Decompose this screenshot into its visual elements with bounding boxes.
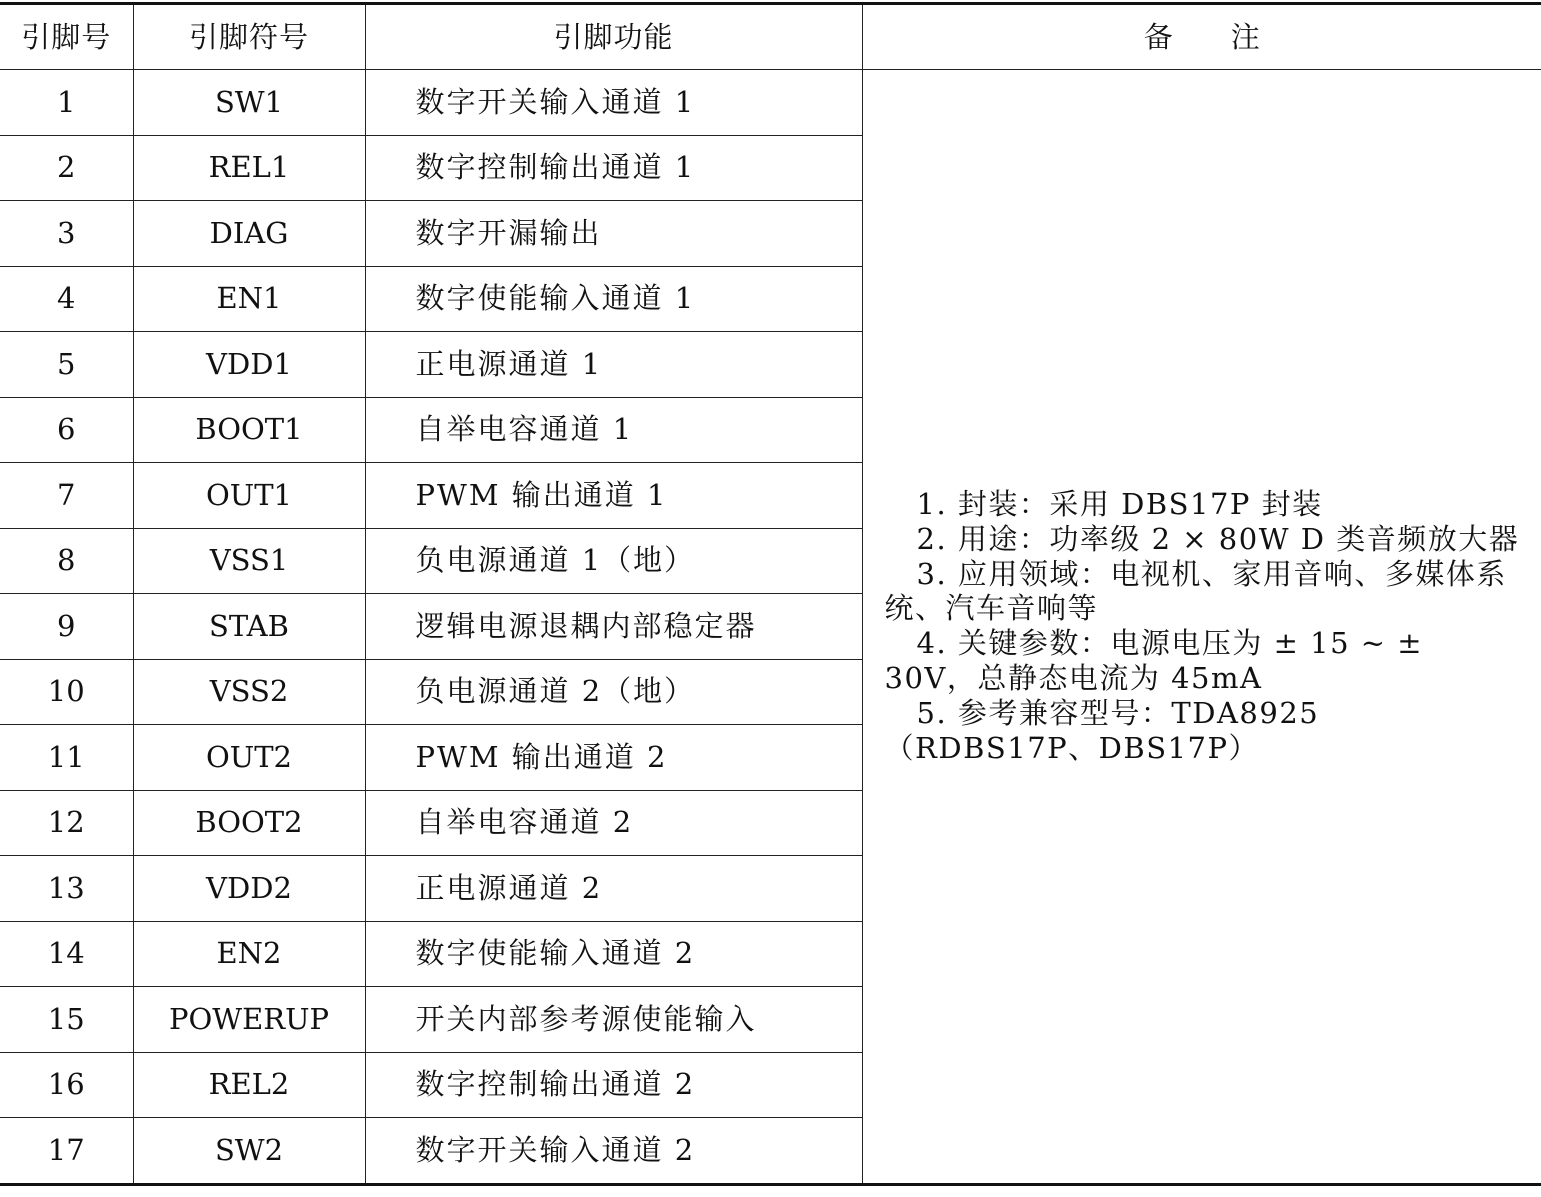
pin-function-cell: 自举电容通道 2 <box>365 790 862 856</box>
pin-function-cell: PWM 输出通道 2 <box>365 725 862 791</box>
header-remarks <box>862 4 1541 70</box>
pin-symbol-cell: BOOT2 <box>133 790 365 856</box>
pin-number-cell: 2 <box>0 135 133 201</box>
pin-symbol-cell: VSS2 <box>133 659 365 725</box>
pin-number-cell: 9 <box>0 594 133 660</box>
pin-function-cell: 数字使能输入通道 1 <box>365 266 862 332</box>
pin-function-cell: 负电源通道 2（地） <box>365 659 862 725</box>
pin-function-cell: 数字使能输入通道 2 <box>365 921 862 987</box>
pin-symbol-cell: EN2 <box>133 921 365 987</box>
pin-function-cell: 开关内部参考源使能输入 <box>365 987 862 1053</box>
pin-function-cell: 逻辑电源退耦内部稳定器 <box>365 594 862 660</box>
remark-item: 5. 参考兼容型号：TDA8925（RDBS17P、DBS17P） <box>884 695 1320 765</box>
pin-symbol-cell: VDD2 <box>133 856 365 922</box>
pin-symbol-cell: STAB <box>133 594 365 660</box>
pin-number-cell: 6 <box>0 397 133 463</box>
pin-number-cell: 1 <box>0 70 133 136</box>
pin-symbol-cell: REL2 <box>133 1052 365 1118</box>
header-remarks-label: 备注 <box>1143 19 1318 54</box>
pin-function-table <box>0 2 1541 1186</box>
pin-number-cell: 11 <box>0 725 133 791</box>
pin-number-cell: 16 <box>0 1052 133 1118</box>
pin-symbol-cell: BOOT1 <box>133 397 365 463</box>
table-row <box>0 70 1541 136</box>
table-body <box>0 70 1541 1185</box>
header-pin-no: 引脚号 <box>0 4 133 70</box>
remarks-cell <box>862 70 1541 1185</box>
pin-number-cell: 17 <box>0 1118 133 1185</box>
pin-function-cell: 自举电容通道 1 <box>365 397 862 463</box>
remark-item: 4. 关键参数：电源电压为 ± 15 ~ ± 30V，总静态电流为 45mA <box>884 626 1424 696</box>
pin-number-cell: 14 <box>0 921 133 987</box>
pin-number-cell: 15 <box>0 987 133 1053</box>
pin-symbol-cell: DIAG <box>133 201 365 267</box>
header-row <box>0 4 1541 70</box>
pin-function-cell: 数字开关输入通道 1 <box>365 70 862 136</box>
pin-function-cell: 数字开关输入通道 2 <box>365 1118 862 1185</box>
pin-function-cell: 正电源通道 1 <box>365 332 862 398</box>
pin-symbol-cell: SW2 <box>133 1118 365 1185</box>
pin-function-cell: 负电源通道 1（地） <box>365 528 862 594</box>
pin-symbol-cell: VSS1 <box>133 528 365 594</box>
pin-symbol-cell: POWERUP <box>133 987 365 1053</box>
header-pin-function: 引脚功能 <box>365 4 862 70</box>
pin-symbol-cell: EN1 <box>133 266 365 332</box>
pin-function-cell: 数字控制输出通道 1 <box>365 135 862 201</box>
pin-number-cell: 4 <box>0 266 133 332</box>
table-header <box>0 4 1541 70</box>
pin-number-cell: 5 <box>0 332 133 398</box>
header-pin-symbol: 引脚符号 <box>133 4 365 70</box>
remark-item: 2. 用途：功率级 2 × 80W D 类音频放大器 <box>916 521 1520 556</box>
pin-symbol-cell: OUT1 <box>133 463 365 529</box>
pin-function-cell: 数字控制输出通道 2 <box>365 1052 862 1118</box>
pin-symbol-cell: REL1 <box>133 135 365 201</box>
pin-number-cell: 8 <box>0 528 133 594</box>
pin-function-cell: 数字开漏输出 <box>365 201 862 267</box>
pin-number-cell: 12 <box>0 790 133 856</box>
pin-number-cell: 7 <box>0 463 133 529</box>
pin-number-cell: 10 <box>0 659 133 725</box>
pin-function-cell: 正电源通道 2 <box>365 856 862 922</box>
pin-symbol-cell: SW1 <box>133 70 365 136</box>
pin-number-cell: 3 <box>0 201 133 267</box>
remark-item: 1. 封装：采用 DBS17P 封装 <box>916 487 1323 522</box>
pin-symbol-cell: VDD1 <box>133 332 365 398</box>
pin-number-cell: 13 <box>0 856 133 922</box>
pin-symbol-cell: OUT2 <box>133 725 365 791</box>
pin-function-cell: PWM 输出通道 1 <box>365 463 862 529</box>
remark-item: 3. 应用领域：电视机、家用音响、多媒体系统、汽车音响等 <box>884 556 1507 626</box>
